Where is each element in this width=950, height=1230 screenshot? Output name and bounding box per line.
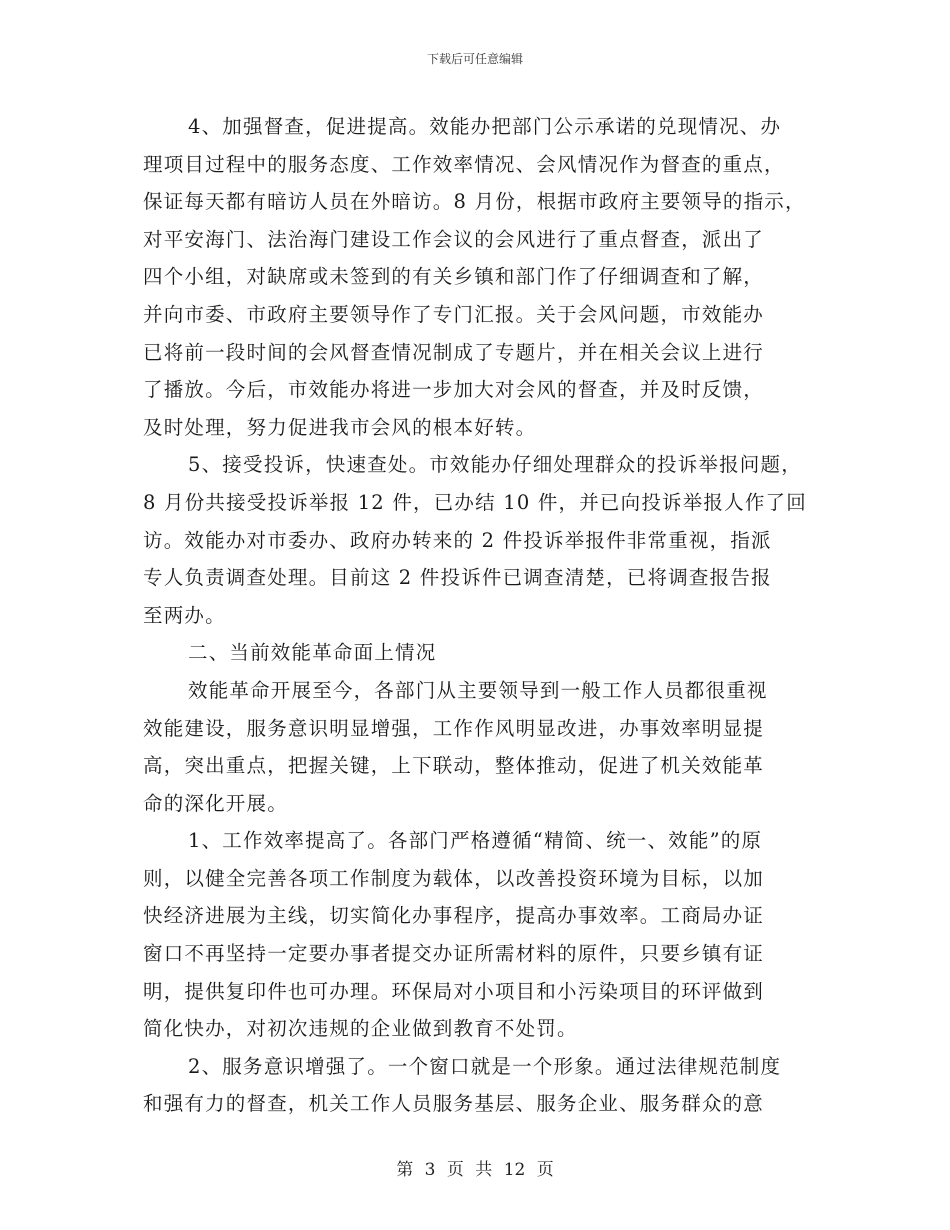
text-line: 保证每天都有暗访人员在外暗访。8 月份，根据市政府主要领导的指示， <box>143 190 806 214</box>
text-line: 1、工作效率提高了。各部门严格遵循“精简、统一、效能”的原 <box>188 829 763 853</box>
text-line: 8 月份共接受投诉举报 12 件，已办结 10 件，并已向投诉举报人作了回 <box>143 490 807 514</box>
text-line: 明，提供复印件也可办理。环保局对小项目和小污染项目的环评做到 <box>143 979 765 1003</box>
text-line: 访。效能办对市委办、政府办转来的 2 件投诉举报件非常重视，指派 <box>143 528 772 552</box>
text-line: 4、加强督查，促进提高。效能办把部门公示承诺的兑现情况、办 <box>188 115 782 138</box>
page-footer: 第 3 页 共 12 页 <box>396 1160 554 1180</box>
text-line: 命的深化开展。 <box>143 791 288 815</box>
text-line: 2、服务意识增强了。一个窗口就是一个形象。通过法律规范制度 <box>188 1054 782 1078</box>
text-line: 并向市委、市政府主要领导作了专门汇报。关于会风问题，市效能办 <box>143 302 765 326</box>
document-body <box>143 108 823 1123</box>
text-line: 专人负责调查处理。目前这 2 件投诉件已调查清楚，已将调查报告报 <box>143 566 772 590</box>
text-line: 则，以健全完善各项工作制度为载体，以改善投资环境为目标，以加 <box>143 866 765 890</box>
text-line: 快经济进展为主线，切实简化办事程序，提高办事效率。工商局办证 <box>143 904 765 928</box>
text-line: 对平安海门、法治海门建设工作会议的会风进行了重点督查，派出了 <box>143 227 765 251</box>
section-heading: 二、当前效能革命面上情况 <box>188 641 437 665</box>
text-line: 效能建设，服务意识明显增强，工作作风明显改进，办事效率明显提 <box>143 716 765 740</box>
page-header: 下载后可任意编辑 <box>426 52 523 66</box>
text-line: 简化快办，对初次违规的企业做到教育不处罚。 <box>143 1017 578 1041</box>
text-line: 四个小组，对缺席或未签到的有关乡镇和部门作了仔细调查和了解， <box>143 265 765 289</box>
text-line: 效能革命开展至今，各部门从主要领导到一般工作人员都很重视 <box>188 678 768 702</box>
text-line: 及时处理，努力促进我市会风的根本好转。 <box>143 415 537 439</box>
text-line: 5、接受投诉，快速查处。市效能办仔细处理群众的投诉举报问题， <box>188 453 802 477</box>
text-line: 窗口不再坚持一定要办事者提交办证所需材料的原件，只要乡镇有证 <box>143 942 765 966</box>
text-line: 理项目过程中的服务态度、工作效率情况、会风情况作为督查的重点， <box>143 152 785 176</box>
text-line: 至两办。 <box>143 603 226 627</box>
text-line: 高，突出重点，把握关键，上下联动，整体推动，促进了机关效能革 <box>143 754 765 778</box>
text-line: 已将前一段时间的会风督查情况制成了专题片，并在相关会议上进行 <box>143 340 765 364</box>
text-line: 了播放。今后，市效能办将进一步加大对会风的督查，并及时反馈， <box>143 378 765 402</box>
text-line: 和强有力的督查，机关工作人员服务基层、服务企业、服务群众的意 <box>143 1092 765 1116</box>
